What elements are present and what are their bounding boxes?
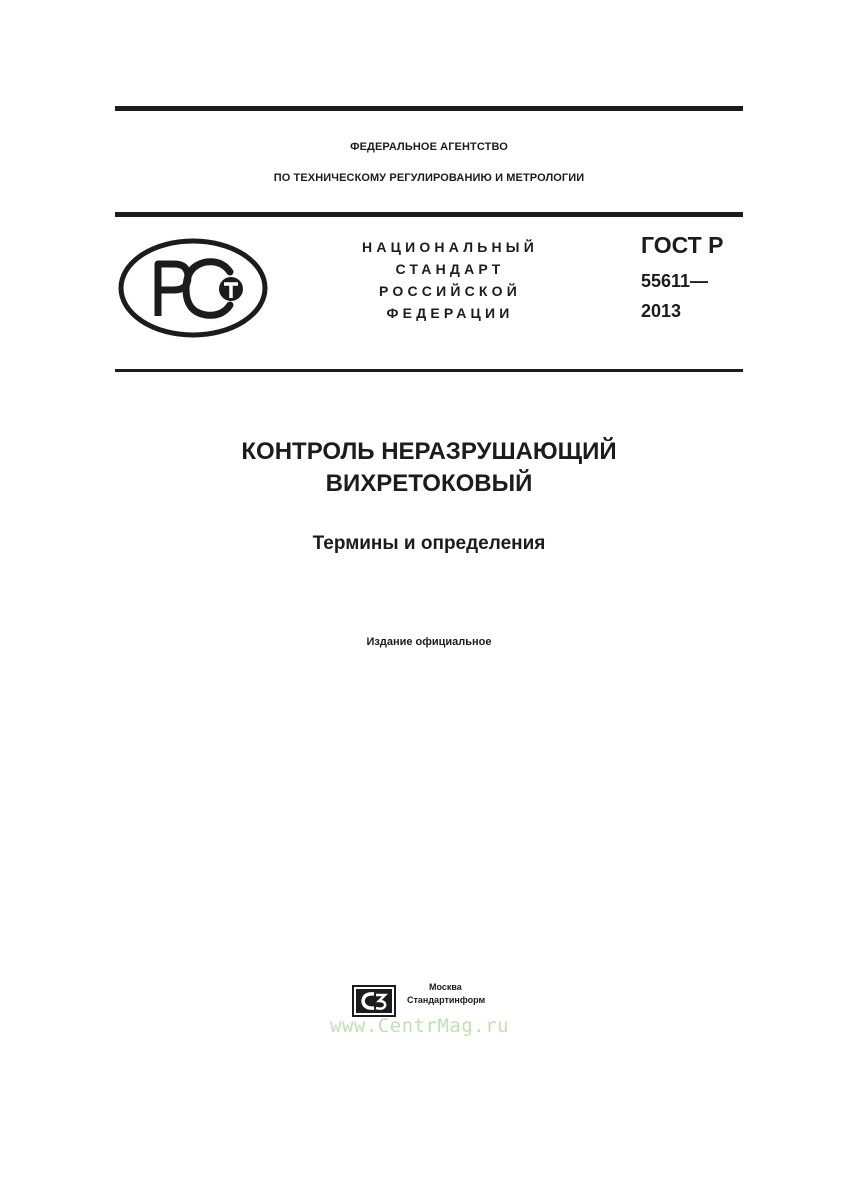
document-title-line-1: КОНТРОЛЬ НЕРАЗРУШАЮЩИЙ <box>241 438 617 465</box>
lower-rule <box>115 369 743 372</box>
document-title <box>115 436 743 500</box>
agency-name-line-1: ФЕДЕРАЛЬНОЕ АГЕНТСТВО <box>350 141 508 153</box>
standard-number: 55611— <box>641 271 709 291</box>
national-standard-line-3: РОССИЙСКОЙ <box>379 283 521 299</box>
document-subtitle: Термины и определения <box>312 533 546 554</box>
publisher-name: Стандартинформ <box>407 995 486 1005</box>
national-standard-line-4: ФЕДЕРАЦИИ <box>386 305 514 321</box>
document-title-line-2: ВИХРЕТОКОВЫЙ <box>325 470 533 497</box>
middle-rule <box>115 212 743 217</box>
national-standard-block <box>330 236 570 324</box>
agency-name-line-2: ПО ТЕХНИЧЕСКОМУ РЕГУЛИРОВАНИЮ И МЕТРОЛОГИИ <box>273 172 585 184</box>
top-rule <box>115 106 743 111</box>
edition-label: Издание официальное <box>366 636 492 648</box>
standartinform-logo-icon <box>352 984 398 1018</box>
standard-prefix: ГОСТ Р <box>641 232 724 258</box>
rst-certification-emblem-icon <box>118 238 268 338</box>
standard-year: 2013 <box>641 301 682 321</box>
national-standard-line-2: СТАНДАРТ <box>395 261 505 277</box>
national-standard-line-1: НАЦИОНАЛЬНЫЙ <box>362 239 538 255</box>
publisher-city: Москва <box>429 982 462 992</box>
watermark-link[interactable]: www.CentrMag.ru <box>330 1015 510 1037</box>
